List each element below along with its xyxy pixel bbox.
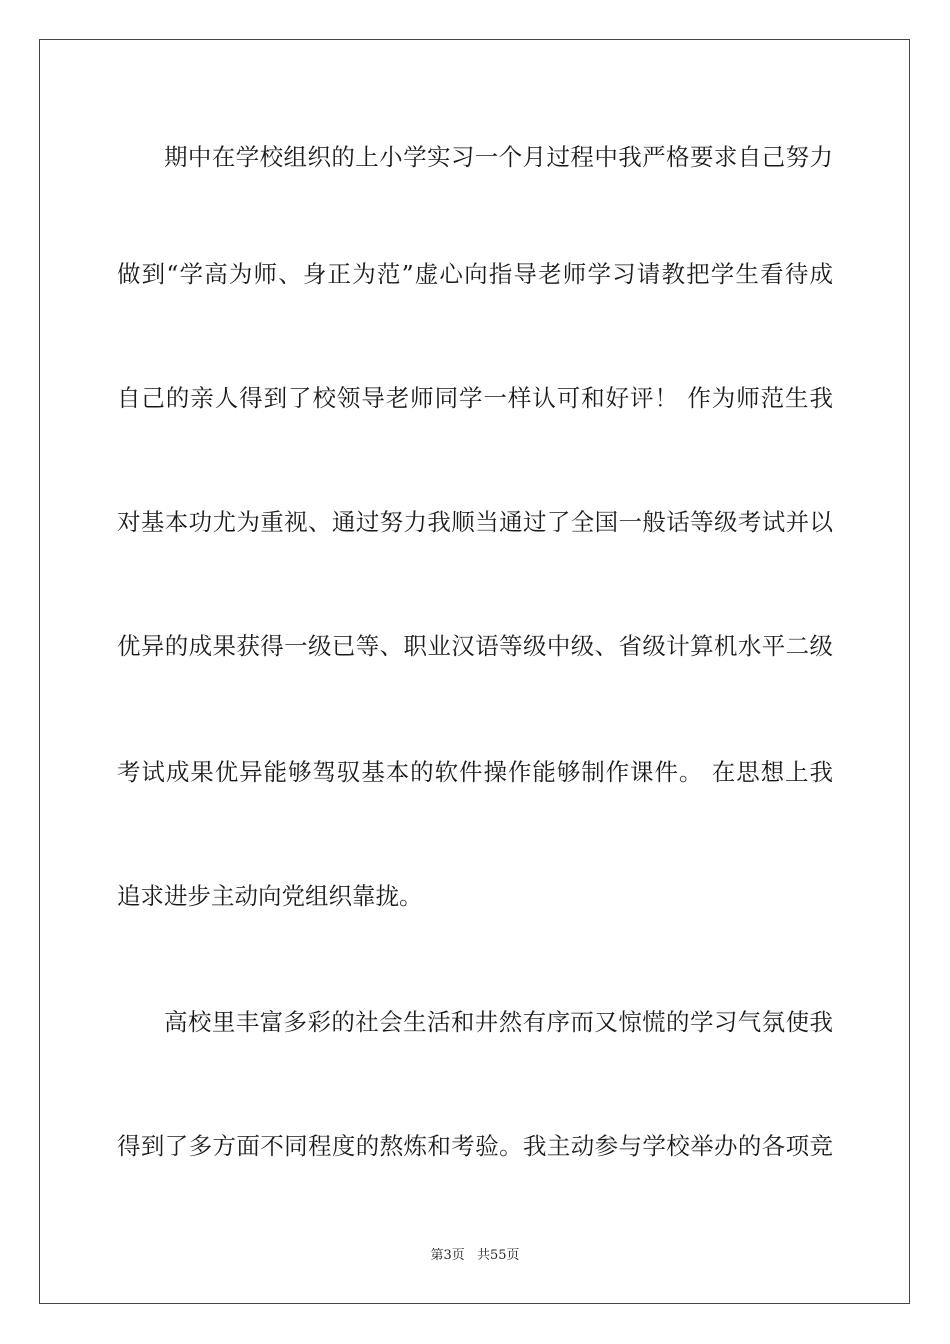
paragraph-2-line-2: 得到了多方面不同程度的熬炼和考验。我主动参与学校举办的各项竞 [117, 1132, 833, 1160]
total-pages: 共55页 [476, 1248, 520, 1263]
page-number: 第3页 [430, 1248, 465, 1263]
paragraph-1-line-3: 自己的亲人得到了校领导老师同学一样认可和好评！ 作为师范生我 [117, 384, 833, 412]
page-footer [0, 1246, 950, 1266]
paragraph-1-line-6: 考试成果优异能够驾驭基本的软件操作能够制作课件。 在思想上我 [117, 758, 833, 786]
paragraph-1-line-4: 对基本功尤为重视、通过努力我顺当通过了全国一般话等级考试并以 [117, 508, 833, 536]
paragraph-1-line-1: 期中在学校组织的上小学实习一个月过程中我严格要求自己努力 [164, 143, 833, 171]
paragraph-1-line-7: 追求进步主动向党组织靠拢。 [117, 882, 423, 910]
paragraph-2-line-1: 高校里丰富多彩的社会生活和井然有序而又惊慌的学习气氛使我 [164, 1008, 833, 1036]
paragraph-1-line-5: 优异的成果获得一级已等、职业汉语等级中级、省级计算机水平二级 [117, 632, 833, 660]
paragraph-1-line-2: 做到“学高为师、身正为范”虚心向指导老师学习请教把学生看待成 [117, 260, 833, 288]
page-border [39, 39, 910, 1304]
